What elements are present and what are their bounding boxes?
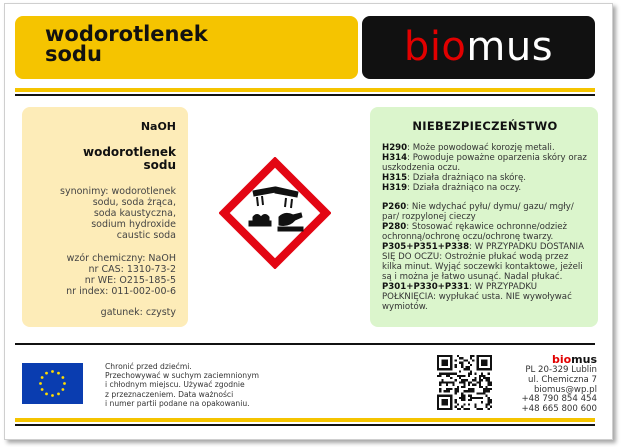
- qr-module: [457, 388, 459, 390]
- identifier-line: wzór chemiczny: NaOH: [66, 253, 176, 264]
- qr-module: [463, 395, 465, 397]
- qr-module: [452, 381, 454, 383]
- statement-text: : Nie wdychać pyłu/ dymu/ gazu/ mgły/ par/ rozpylonej cieczy: [382, 202, 574, 222]
- qr-module: [490, 381, 492, 383]
- qr-module: [463, 375, 465, 377]
- qr-module: [488, 377, 490, 379]
- precaution-statement: [382, 282, 588, 312]
- qr-module: [470, 388, 472, 390]
- statement-text: : Działa drażniąco na skórę.: [407, 173, 526, 183]
- contact-brand-part2: mus: [571, 353, 597, 366]
- qr-module: [472, 390, 474, 392]
- statement-code: P280: [382, 222, 407, 232]
- qr-module: [468, 373, 470, 375]
- qr-module: [481, 386, 483, 388]
- qr-module: [439, 388, 441, 390]
- qr-module: [488, 403, 490, 405]
- qr-module: [481, 401, 483, 403]
- qr-module: [468, 403, 470, 405]
- qr-module: [468, 395, 470, 397]
- statement-text: : Może powodować korozję metali.: [407, 143, 555, 153]
- statement-text: : W PRZYPADKU POŁKNIĘCIA: wypłukać usta. NIE wywoływać wymiotów.: [382, 282, 572, 312]
- footer-divider-yellow: [15, 418, 595, 422]
- qr-module: [468, 375, 470, 377]
- qr-module: [448, 388, 450, 390]
- qr-module: [472, 355, 474, 357]
- qr-module: [490, 388, 492, 390]
- qr-module: [459, 408, 461, 410]
- qr-module: [479, 379, 481, 381]
- signal-word: NIEBEZPIECZEŃSTWO: [412, 119, 558, 133]
- qr-module: [459, 381, 461, 383]
- qr-module: [459, 370, 461, 372]
- hazard-statement: [382, 173, 588, 183]
- qr-module: [450, 373, 452, 375]
- qr-module: [455, 399, 457, 401]
- qr-module: [470, 395, 472, 397]
- contact-brand-part1: bio: [551, 353, 572, 366]
- statement-code: H315: [382, 173, 408, 183]
- qr-module: [468, 381, 470, 383]
- synonyms-line: sodium hydroxide: [91, 219, 176, 230]
- qr-module: [479, 377, 481, 379]
- qr-module: [459, 375, 461, 377]
- qr-module: [457, 408, 459, 410]
- qr-module: [477, 397, 479, 399]
- eu-star: [45, 372, 48, 375]
- qr-module: [477, 408, 479, 410]
- qr-module: [450, 381, 452, 383]
- storage-line: z przeznaczeniem. Data ważności: [105, 389, 234, 399]
- qr-module: [461, 375, 463, 377]
- qr-module: [474, 384, 476, 386]
- qr-module: [477, 392, 479, 394]
- qr-module: [448, 375, 450, 377]
- qr-module: [472, 397, 474, 399]
- qr-module: [479, 386, 481, 388]
- qr-module: [441, 379, 443, 381]
- qr-module: [457, 390, 459, 392]
- qr-module: [437, 375, 439, 377]
- qr-module: [441, 359, 448, 366]
- qr-module: [481, 373, 483, 375]
- qr-module: [455, 379, 457, 381]
- qr-module: [485, 386, 487, 388]
- header-divider-black: [15, 94, 595, 96]
- qr-module: [470, 399, 472, 401]
- qr-module: [490, 406, 492, 408]
- qr-module: [455, 364, 457, 366]
- hazard-panel: [370, 107, 598, 327]
- storage-line: Chronić przed dziećmi.: [105, 362, 192, 371]
- hazard-statement: [382, 183, 588, 193]
- eu-star: [61, 376, 64, 379]
- qr-module: [444, 373, 446, 375]
- qr-module: [472, 379, 474, 381]
- qr-module: [468, 368, 470, 370]
- footer-divider-black-bottom: [15, 424, 595, 426]
- qr-module: [446, 381, 448, 383]
- qr-module: [463, 390, 465, 392]
- statement-text: : W PRZYPADKU DOSTANIA SIĘ DO OCZU: Ostrożnie płukać wodą przez kilka minut. Wyjąć soczewki kontaktowe, jeżeli są i można je łatwo usunąć. Nadal płukać.: [382, 242, 584, 282]
- qr-module: [474, 403, 476, 405]
- statement-text: : Powoduje poważne oparzenia skóry oraz uszkodzenia oczu.: [382, 153, 587, 173]
- statement-code: P301+P330+P331: [382, 282, 470, 292]
- qr-module: [466, 390, 468, 392]
- qr-module: [474, 379, 476, 381]
- header-divider-yellow: [15, 88, 595, 92]
- qr-module: [481, 375, 483, 377]
- contact-line: ul. Chemiczna 7: [528, 374, 597, 385]
- qr-module: [446, 390, 448, 392]
- qr-module: [439, 390, 441, 392]
- contact-info: [521, 354, 597, 415]
- qr-module: [470, 357, 472, 359]
- qr-module: [461, 392, 463, 394]
- product-name-line-2: sodu: [143, 158, 176, 172]
- qr-module: [485, 406, 487, 408]
- qr-module: [448, 381, 450, 383]
- qr-module: [461, 357, 463, 359]
- qr-module: [490, 401, 492, 403]
- qr-module: [466, 368, 468, 370]
- qr-module: [459, 397, 461, 399]
- eu-star: [51, 370, 54, 373]
- qr-module: [472, 388, 474, 390]
- eu-star: [39, 382, 42, 385]
- qr-module: [468, 384, 470, 386]
- storage-line: i numer partii podane na opakowaniu.: [105, 398, 250, 408]
- qr-module: [474, 406, 476, 408]
- qr-module: [488, 390, 490, 392]
- qr-module: [490, 399, 492, 401]
- qr-module: [470, 355, 472, 357]
- eu-star: [41, 376, 44, 379]
- eu-star: [57, 392, 60, 395]
- synonyms-line: sodu, soda żrąca,: [92, 197, 176, 208]
- qr-module: [461, 395, 463, 397]
- qr-module: [483, 375, 485, 377]
- qr-module: [448, 373, 450, 375]
- qr-module: [468, 408, 470, 410]
- qr-module: [459, 357, 461, 359]
- precaution-statement: [382, 202, 588, 222]
- qr-module: [488, 388, 490, 390]
- qr-module: [463, 397, 465, 399]
- contact-phone: +48 790 854 454: [521, 394, 597, 405]
- qr-module: [488, 379, 490, 381]
- qr-module: [474, 373, 476, 375]
- qr-module: [463, 408, 465, 410]
- eu-star: [61, 388, 64, 391]
- qr-module: [470, 381, 472, 383]
- qr-module: [481, 379, 483, 381]
- product-info-panel: [22, 107, 188, 327]
- qr-module: [461, 366, 463, 368]
- qr-module: [461, 399, 463, 401]
- product-name: [30, 146, 176, 172]
- statement-text: : Działa drażniąco na oczy.: [407, 183, 522, 193]
- qr-module: [457, 403, 459, 405]
- brand-logo: [404, 24, 553, 70]
- qr-module: [463, 381, 465, 383]
- brand-logo-box: [362, 16, 595, 79]
- precaution-statement: [382, 222, 588, 242]
- qr-module: [490, 384, 492, 386]
- qr-module: [452, 384, 454, 386]
- qr-module: [441, 373, 443, 375]
- qr-module: [470, 370, 472, 372]
- qr-module: [466, 359, 468, 361]
- eu-star: [63, 382, 66, 385]
- qr-module: [481, 359, 488, 366]
- eu-star: [41, 388, 44, 391]
- qr-module: [459, 377, 461, 379]
- qr-module: [444, 381, 446, 383]
- contact-line: PL 20-329 Lublin: [525, 365, 597, 375]
- qr-module: [463, 386, 465, 388]
- product-title-line-2: sodu: [45, 42, 102, 66]
- qr-module: [455, 401, 457, 403]
- qr-module: [446, 375, 448, 377]
- qr-module: [466, 379, 468, 381]
- qr-module: [461, 397, 463, 399]
- qr-module: [472, 384, 474, 386]
- spacer: [382, 193, 588, 202]
- qr-module: [463, 368, 465, 370]
- synonyms-line: synonimy: wodorotlenek: [60, 186, 176, 197]
- qr-module: [483, 392, 485, 394]
- qr-module: [461, 364, 463, 366]
- qr-module: [463, 379, 465, 381]
- qr-module: [472, 359, 474, 361]
- qr-module: [470, 390, 472, 392]
- qr-module: [477, 381, 479, 383]
- qr-module: [463, 359, 465, 361]
- eu-star: [57, 372, 60, 375]
- qr-module: [439, 375, 441, 377]
- hazard-statement: [382, 153, 588, 173]
- footer-divider-black: [15, 343, 595, 345]
- statement-code: H314: [382, 153, 408, 163]
- qr-module: [455, 366, 457, 368]
- qr-module: [488, 397, 490, 399]
- qr-module: [463, 399, 465, 401]
- qr-module: [450, 388, 452, 390]
- contact-phone: +48 665 800 600: [521, 404, 597, 415]
- statement-code: P260: [382, 202, 407, 212]
- qr-module: [461, 386, 463, 388]
- qr-module: [485, 388, 487, 390]
- statement-code: P305+P351+P338: [382, 242, 470, 252]
- qr-module: [485, 377, 487, 379]
- statement-code: H319: [382, 183, 408, 193]
- qr-module: [479, 384, 481, 386]
- qr-module: [461, 381, 463, 383]
- qr-module: [439, 384, 441, 386]
- qr-module: [455, 406, 457, 408]
- hazard-statement: [382, 143, 588, 153]
- synonyms-line: caustic soda: [116, 230, 176, 241]
- eu-star: [51, 394, 54, 397]
- qr-module: [474, 377, 476, 379]
- qr-module: [481, 392, 483, 394]
- qr-module: [481, 397, 483, 399]
- qr-module: [441, 399, 448, 406]
- qr-module: [444, 390, 446, 392]
- qr-module: [455, 359, 457, 361]
- qr-module: [488, 408, 490, 410]
- qr-module: [446, 388, 448, 390]
- qr-module: [470, 397, 472, 399]
- storage-instructions: [105, 362, 290, 408]
- product-name-line-1: wodorotlenek: [83, 145, 176, 159]
- qr-module: [441, 381, 443, 383]
- qr-module: [468, 366, 470, 368]
- qr-module: [485, 390, 487, 392]
- qr-module: [461, 362, 463, 364]
- qr-module: [485, 403, 487, 405]
- qr-module: [470, 373, 472, 375]
- qr-module: [488, 399, 490, 401]
- qr-module: [483, 388, 485, 390]
- statement-code: H290: [382, 143, 408, 153]
- qr-module: [470, 364, 472, 366]
- qr-module: [468, 362, 470, 364]
- qr-module: [479, 397, 481, 399]
- qr-module: [439, 381, 441, 383]
- precaution-statement: [382, 242, 588, 282]
- grade: gatunek: czysty: [100, 307, 176, 318]
- storage-line: Przechowywać w suchym zaciemnionym: [105, 371, 259, 381]
- qr-module: [455, 373, 457, 375]
- product-title-line-1: wodorotlenek: [45, 22, 208, 46]
- identifier-line: nr WE: O215-185-5: [84, 275, 176, 286]
- qr-module: [450, 377, 452, 379]
- qr-module: [455, 390, 457, 392]
- qr-module: [479, 381, 481, 383]
- synonyms: [30, 186, 176, 241]
- brand-logo-part1: bio: [403, 24, 467, 70]
- qr-module: [439, 373, 441, 375]
- qr-module: [479, 392, 481, 394]
- qr-module: [474, 397, 476, 399]
- identifiers: [30, 253, 176, 297]
- chemical-formula: NaOH: [140, 120, 176, 133]
- storage-line: i chłodnym miejscu. Używać zgodnie: [105, 380, 245, 390]
- qr-module: [457, 386, 459, 388]
- qr-module: [461, 379, 463, 381]
- qr-code-icon: [437, 355, 492, 410]
- eu-flag-icon: [22, 363, 83, 404]
- brand-logo-part2: mus: [466, 24, 554, 70]
- statement-text: : Stosować rękawice ochronne/odzież ochronną/ochronę oczu/ochronę twarzy.: [382, 222, 568, 242]
- qr-module: [468, 388, 470, 390]
- qr-module: [461, 406, 463, 408]
- qr-module: [455, 388, 457, 390]
- qr-module: [459, 362, 461, 364]
- qr-module: [485, 395, 487, 397]
- qr-module: [466, 366, 468, 368]
- contact-email: biomus@wp.pl: [533, 384, 597, 395]
- qr-module: [481, 408, 483, 410]
- qr-module: [468, 399, 470, 401]
- synonyms-line: soda kaustyczna,: [93, 208, 176, 219]
- qr-module: [483, 390, 485, 392]
- qr-module: [485, 379, 487, 381]
- qr-module: [483, 377, 485, 379]
- qr-module: [466, 408, 468, 410]
- ghs05-corrosion-icon: [219, 157, 331, 269]
- qr-module: [446, 384, 448, 386]
- qr-module: [479, 408, 481, 410]
- qr-module: [448, 390, 450, 392]
- product-title-box: [15, 16, 358, 79]
- identifier-line: nr index: 011-002-00-6: [66, 286, 176, 297]
- qr-module: [455, 392, 457, 394]
- qr-module: [463, 403, 465, 405]
- identifier-line: nr CAS: 1310-73-2: [88, 264, 176, 275]
- qr-module: [452, 373, 454, 375]
- qr-module: [457, 355, 459, 357]
- qr-module: [446, 373, 448, 375]
- qr-module: [468, 390, 470, 392]
- eu-star: [45, 392, 48, 395]
- qr-module: [488, 384, 490, 386]
- qr-module: [488, 373, 490, 375]
- qr-module: [457, 375, 459, 377]
- qr-module: [488, 401, 490, 403]
- qr-module: [463, 384, 465, 386]
- qr-module: [479, 375, 481, 377]
- qr-module: [488, 381, 490, 383]
